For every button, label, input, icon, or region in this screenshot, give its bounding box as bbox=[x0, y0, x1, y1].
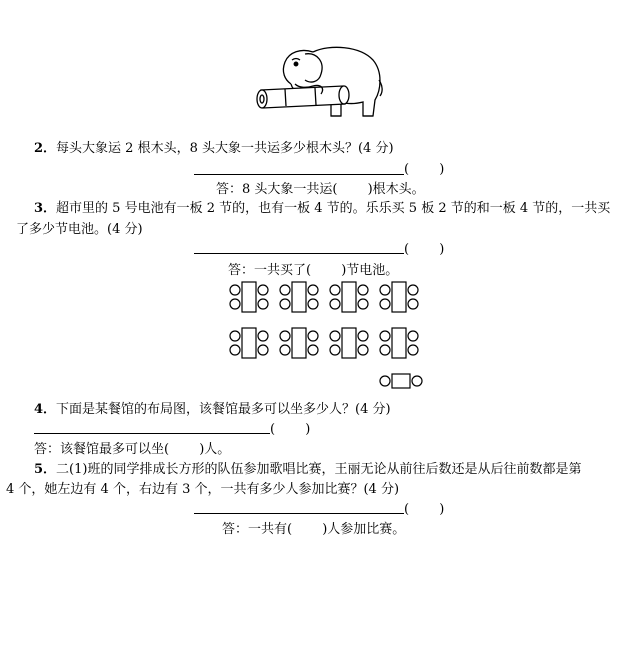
dining-table bbox=[292, 282, 306, 312]
seat bbox=[380, 376, 390, 386]
seat bbox=[408, 345, 418, 355]
seat bbox=[408, 285, 418, 295]
seat bbox=[412, 376, 422, 386]
dining-table bbox=[392, 282, 406, 312]
seat bbox=[330, 285, 340, 295]
question-3-line2: 了多少节电池。(4 分) bbox=[16, 222, 143, 237]
question-3-line1 bbox=[34, 197, 610, 216]
dining-table bbox=[392, 328, 406, 358]
question-text: 二(1)班的同学排成长方形的队伍参加歌唱比赛，王丽无论从前往后数还是从后往前数都是第 bbox=[56, 462, 582, 477]
seat bbox=[380, 285, 390, 295]
dining-table bbox=[242, 328, 256, 358]
answer-sentence: 答：一共有( )人参加比赛。 bbox=[222, 522, 406, 537]
answer-blank-line[interactable] bbox=[194, 513, 404, 514]
seat bbox=[330, 299, 340, 309]
question-5-line1 bbox=[34, 458, 581, 477]
seat bbox=[258, 285, 268, 295]
question-number: 3． bbox=[34, 201, 57, 216]
seat bbox=[380, 345, 390, 355]
dining-table bbox=[392, 374, 410, 388]
seat bbox=[358, 345, 368, 355]
elephant-illustration bbox=[255, 40, 385, 122]
question-text: 每头大象运 2 根木头，8 头大象一共运多少根木头？(4 分) bbox=[56, 141, 394, 156]
dining-table bbox=[242, 282, 256, 312]
answer-sentence: 答：一共买了( )节电池。 bbox=[228, 263, 399, 278]
answer-paren[interactable]: ( ) bbox=[404, 162, 445, 177]
seat bbox=[308, 345, 318, 355]
seat bbox=[280, 285, 290, 295]
question-text: 下面是某餐馆的布局图，该餐馆最多可以坐多少人？(4 分) bbox=[56, 402, 391, 417]
seat bbox=[358, 331, 368, 341]
seat bbox=[308, 285, 318, 295]
dining-table bbox=[342, 282, 356, 312]
question-2 bbox=[34, 137, 394, 156]
seat bbox=[258, 299, 268, 309]
seat bbox=[308, 299, 318, 309]
seat bbox=[380, 299, 390, 309]
seat bbox=[308, 331, 318, 341]
seat bbox=[408, 331, 418, 341]
answer-blank-line[interactable] bbox=[194, 253, 404, 254]
seat bbox=[258, 331, 268, 341]
question-text: 超市里的 5 号电池有一板 2 节的，也有一板 4 节的。乐乐买 5 板 2 节的和一板 4 节的，一共买 bbox=[56, 201, 611, 216]
answer-paren[interactable]: ( ) bbox=[270, 422, 311, 437]
dining-table bbox=[292, 328, 306, 358]
seat bbox=[280, 331, 290, 341]
answer-paren[interactable]: ( ) bbox=[404, 242, 445, 257]
question-number: 2． bbox=[34, 141, 57, 156]
seat bbox=[230, 285, 240, 295]
question-5-line2: 4 个，她左边有 4 个，右边有 3 个，一共有多少人参加比赛？(4 分) bbox=[6, 482, 400, 497]
seat bbox=[258, 345, 268, 355]
answer-paren[interactable]: ( ) bbox=[404, 502, 445, 517]
seat bbox=[330, 345, 340, 355]
seat bbox=[408, 299, 418, 309]
seat bbox=[230, 331, 240, 341]
seat bbox=[280, 345, 290, 355]
answer-blank-line[interactable] bbox=[194, 174, 404, 175]
seat bbox=[330, 331, 340, 341]
seat bbox=[358, 285, 368, 295]
seat bbox=[358, 299, 368, 309]
seat bbox=[280, 299, 290, 309]
question-4 bbox=[34, 398, 391, 417]
answer-blank-line[interactable] bbox=[34, 433, 270, 434]
restaurant-layout-diagram bbox=[224, 278, 424, 392]
dining-table bbox=[342, 328, 356, 358]
seat bbox=[230, 299, 240, 309]
answer-sentence: 答：该餐馆最多可以坐( )人。 bbox=[34, 442, 231, 457]
answer-sentence: 答：8 头大象一共运( )根木头。 bbox=[216, 182, 425, 197]
question-number: 5． bbox=[34, 462, 57, 477]
seat bbox=[230, 345, 240, 355]
question-number: 4． bbox=[34, 402, 57, 417]
seat bbox=[380, 331, 390, 341]
